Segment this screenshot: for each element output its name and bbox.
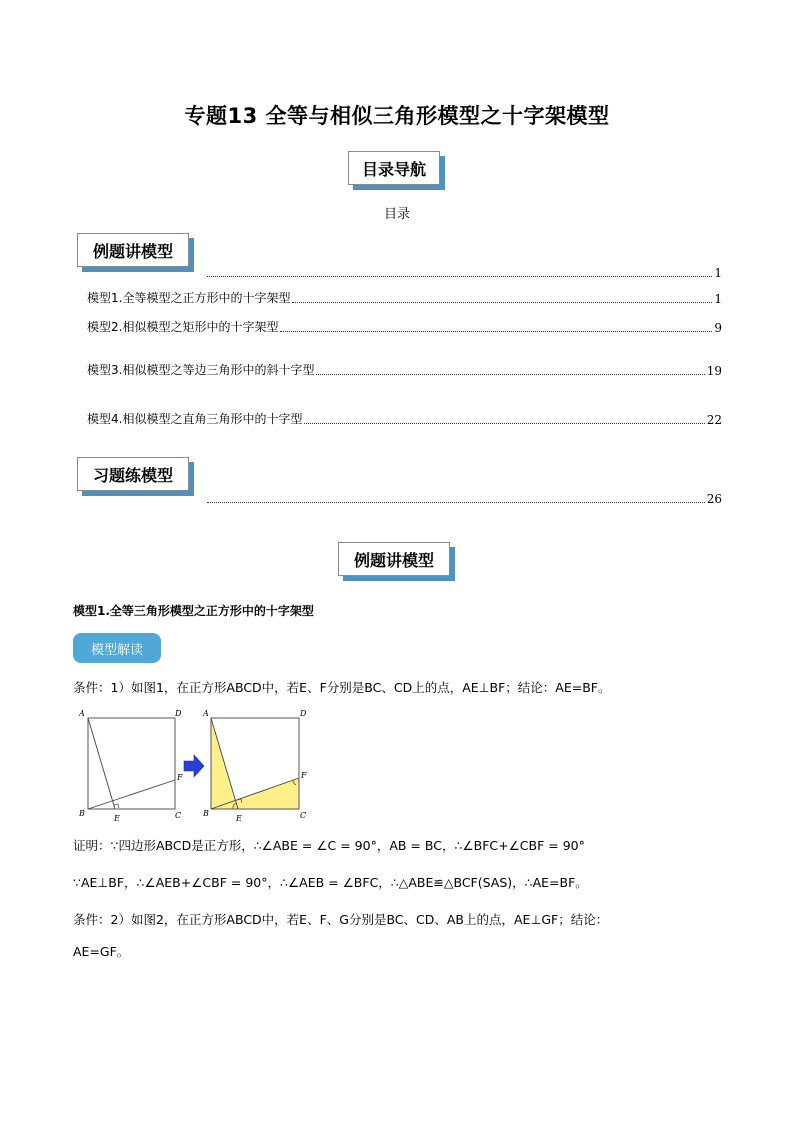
toc-row[interactable]: [87, 289, 722, 306]
toc-page: 1: [714, 266, 722, 280]
toc-page: 19: [706, 364, 722, 378]
label-e: E: [114, 814, 120, 823]
toc-row[interactable]: [87, 318, 722, 335]
toc-dots: [292, 301, 712, 303]
segment-bf-left: [88, 780, 175, 809]
toc-page: 1: [714, 292, 722, 306]
toc-row[interactable]: [87, 361, 722, 378]
toc-row[interactable]: [205, 492, 722, 506]
section-box-examples-2: [338, 542, 450, 576]
nav-box: [348, 151, 440, 185]
toc-page: 26: [706, 492, 722, 506]
toc-dots: [280, 330, 712, 332]
page-title: 专题13 全等与相似三角形模型之十字架模型: [184, 104, 610, 128]
section-box-exercises: [77, 457, 189, 491]
nav-box-label: 目录导航: [361, 159, 426, 179]
figure-right: [202, 709, 307, 823]
toc-row-text: 模型2.相似模型之矩形中的十字架型: [87, 320, 279, 334]
condition-1: 条件：1）如图1，在正方形ABCD中，若E、F分别是BC、CD上的点，AE⊥BF；结论：AE=BF。: [73, 680, 611, 695]
label-a: A: [203, 709, 209, 718]
label-c: C: [300, 811, 307, 820]
toc-label: 目录: [383, 207, 410, 222]
proof-line-1: 证明：∵四边形ABCD是正方形，∴∠ABE = ∠C = 90°，AB = BC，∴∠BFC+∠CBF = 90°: [73, 838, 585, 853]
toc-dots: [207, 275, 712, 277]
toc-page: 9: [714, 321, 722, 335]
label-b: B: [79, 809, 85, 818]
label-e: E: [236, 814, 242, 823]
toc-dots: [316, 373, 704, 375]
toc-row-text: 模型1.全等模型之正方形中的十字架型: [87, 291, 291, 305]
toc-row[interactable]: [205, 266, 722, 280]
label-a: A: [79, 709, 85, 718]
label-f: F: [177, 773, 183, 782]
arrow-right-icon: [184, 755, 204, 777]
label-c: C: [175, 811, 182, 820]
model-heading: 模型1.全等三角形模型之正方形中的十字架型: [73, 604, 314, 618]
section-box-label: 例题讲模型: [353, 550, 434, 570]
pill-label: 模型解读: [90, 642, 143, 658]
label-b: B: [203, 809, 209, 818]
label-d: D: [175, 709, 182, 718]
toc-row[interactable]: [87, 410, 722, 427]
toc-row-text: 模型3.相似模型之等边三角形中的斜十字型: [87, 363, 315, 377]
label-f: F: [301, 771, 307, 780]
condition-2-line-2: AE=GF。: [73, 944, 130, 959]
segment-ae-left: [88, 718, 115, 809]
label-d: D: [300, 709, 307, 718]
model-reading-pill: [73, 633, 161, 663]
section-box-label: 习题练模型: [92, 465, 173, 485]
toc-page: 22: [706, 413, 722, 427]
figure-left: [78, 709, 183, 823]
toc-row-text: 模型4.相似模型之直角三角形中的十字型: [87, 412, 303, 426]
toc-dots: [207, 501, 705, 503]
section-box-label: 例题讲模型: [92, 241, 173, 261]
condition-2-line-1: 条件：2）如图2，在正方形ABCD中，若E、F、G分别是BC、CD、AB上的点，AE⊥GF；结论：: [73, 912, 609, 927]
proof-line-2: ∵AE⊥BF，∴∠AEB+∠CBF = 90°，∴∠AEB = ∠BFC，∴△ABE≌△BCF(SAS)，∴AE=BF。: [73, 875, 588, 890]
section-box-examples: [77, 233, 189, 267]
square-figure: [70, 706, 320, 824]
toc-dots: [304, 422, 704, 424]
